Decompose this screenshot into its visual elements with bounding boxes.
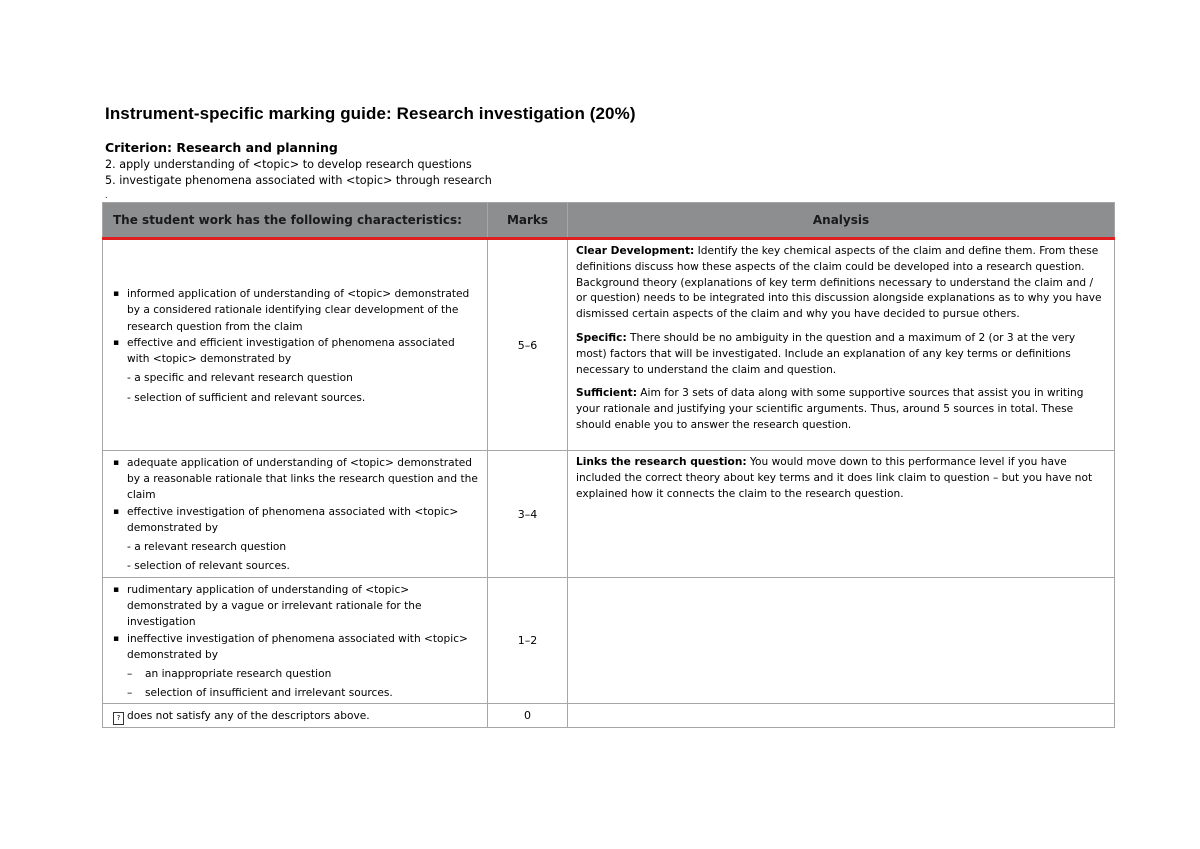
descriptor-bullet: ▪ effective and efficient investigation of phenomena associated with <topic> demonstrated by bbox=[113, 335, 479, 367]
objective-5: 5. investigate phenomena associated with <topic> through research bbox=[105, 174, 492, 187]
analysis-cell bbox=[568, 578, 1115, 704]
marks-cell: 1–2 bbox=[488, 578, 568, 704]
header-characteristics: The student work has the following characteristics: bbox=[103, 203, 488, 239]
descriptor-bullet: ▪ adequate application of understanding of <topic> demonstrated by a reasonable rationale that links the research question and the claim bbox=[113, 455, 479, 504]
analysis-cell bbox=[568, 239, 1115, 451]
analysis-label: Specific: bbox=[576, 331, 627, 344]
analysis-cell bbox=[568, 451, 1115, 578]
table-row bbox=[103, 578, 1115, 704]
marks-cell: 0 bbox=[488, 704, 568, 728]
descriptor-bullet: ▪ rudimentary application of understanding of <topic> demonstrated by a vague or irrelevant rationale for the investigation bbox=[113, 582, 479, 631]
descriptor-cell bbox=[103, 239, 488, 451]
descriptor-cell bbox=[103, 578, 488, 704]
page-title: Instrument-specific marking guide: Research investigation (20%) bbox=[105, 104, 636, 123]
descriptor-sub bbox=[113, 666, 479, 682]
header-analysis: Analysis bbox=[568, 203, 1115, 239]
analysis-paragraph bbox=[576, 455, 1106, 502]
analysis-cell bbox=[568, 704, 1115, 728]
objective-2: 2. apply understanding of <topic> to develop research questions bbox=[105, 158, 472, 171]
table-header-row bbox=[103, 203, 1115, 239]
descriptor-cell bbox=[103, 704, 488, 728]
dash-mark: – bbox=[127, 668, 133, 681]
analysis-paragraph bbox=[576, 386, 1106, 433]
analysis-text: Aim for 3 sets of data along with some supportive sources that assist you in writing your rationale and justifying your scientific arguments. Thus, around 5 sources in total. These should enable you to answer the research question. bbox=[576, 387, 1084, 431]
analysis-text: Identify the key chemical aspects of the claim and define them. From these definitions discuss how these aspects of the claim could be developed into a research question. Background theory (explanations of key term definitions necessary to understand the claim and / or question) needs to be integrated into this discussion alongside explanations as to why you have dismissed certain aspects of the claim and why you have decided to pursue others. bbox=[576, 245, 1102, 321]
analysis-paragraph bbox=[576, 244, 1106, 323]
descriptor-sub: - selection of relevant sources. bbox=[127, 560, 290, 573]
analysis-paragraph bbox=[576, 331, 1106, 378]
descriptor-sub bbox=[113, 685, 479, 701]
descriptor-bullet: ▪ ineffective investigation of phenomena associated with <topic> demonstrated by bbox=[113, 631, 479, 663]
descriptor-sub-text: selection of insufficient and irrelevant sources. bbox=[145, 687, 393, 700]
descriptor-sub: - a relevant research question bbox=[127, 541, 287, 554]
table-row bbox=[103, 451, 1115, 578]
table-row bbox=[103, 239, 1115, 451]
descriptor-sub: - selection of sufficient and relevant sources. bbox=[127, 391, 366, 404]
dash-mark: – bbox=[127, 687, 133, 700]
descriptor-bullet: ▪ informed application of understanding of <topic> demonstrated by a considered rationale identifying clear development of the research question from the claim bbox=[113, 286, 479, 335]
descriptor-text: does not satisfy any of the descriptors above. bbox=[127, 710, 370, 723]
header-marks: Marks bbox=[488, 203, 568, 239]
marking-guide-table bbox=[102, 202, 1115, 728]
descriptor-sub-text: an inappropriate research question bbox=[145, 668, 332, 681]
table-row bbox=[103, 704, 1115, 728]
analysis-text: You would move down to this performance level if you have included the correct theory about key terms and it does link claim to question – but you have not explained how it connects the claim to the research question. bbox=[576, 456, 1093, 500]
criterion-heading: Criterion: Research and planning bbox=[105, 140, 338, 155]
trailing-mark: . bbox=[105, 190, 108, 200]
descriptor-bullet: ▪ effective investigation of phenomena associated with <topic> demonstrated by bbox=[113, 504, 479, 536]
marks-cell: 5–6 bbox=[488, 239, 568, 451]
marks-cell: 3–4 bbox=[488, 451, 568, 578]
descriptor-cell bbox=[103, 451, 488, 578]
descriptor-sub: - a specific and relevant research question bbox=[127, 372, 353, 385]
analysis-label: Sufficient: bbox=[576, 387, 637, 400]
analysis-label: Clear Development: bbox=[576, 245, 695, 257]
box-glyph-icon: ? bbox=[113, 712, 124, 725]
analysis-label: Links the research question: bbox=[576, 456, 747, 468]
analysis-text: There should be no ambiguity in the question and a maximum of 2 (or 3 at the very most) factors that will be investigated. Include an explanation of any key terms or definitions necessary to understand the claim and question. bbox=[576, 331, 1076, 376]
